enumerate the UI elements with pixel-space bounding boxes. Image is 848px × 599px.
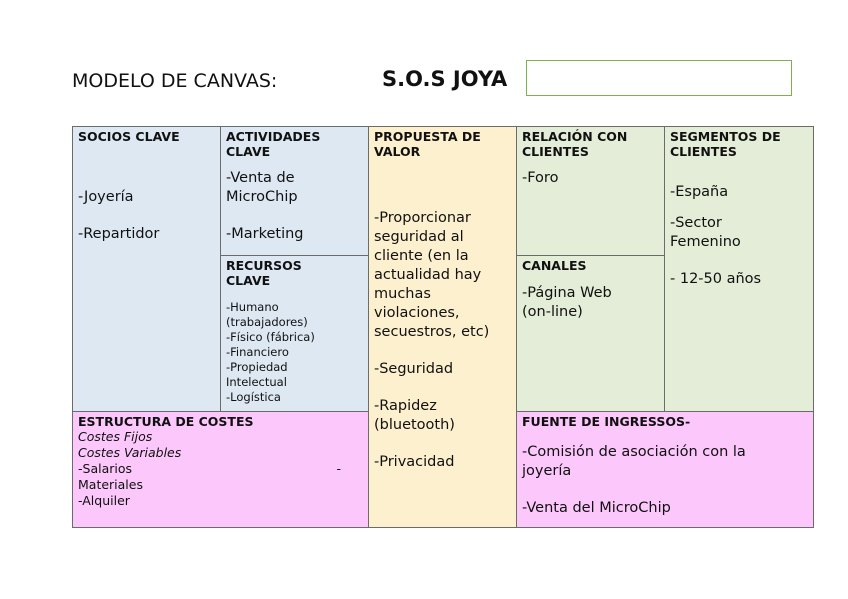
propuesta-line: secuestros, etc) (374, 324, 490, 340)
segmentos-clientes-cell (664, 126, 814, 412)
socios-item: -Joyería (78, 189, 134, 205)
recursos-item: -Financiero (226, 345, 289, 359)
relacion-heading-line2: CLIENTES (522, 144, 589, 159)
recursos-item: Intelectual (226, 375, 287, 389)
propuesta-line: cliente (en la (374, 248, 469, 264)
propuesta-line: -Rapidez (374, 398, 437, 414)
recursos-heading-line2: CLAVE (226, 273, 271, 288)
segmentos-item: - 12-50 años (670, 271, 762, 287)
propuesta-heading-line2: VALOR (374, 144, 421, 159)
actividades-item: -Venta de (226, 170, 295, 186)
propuesta-line: muchas (374, 286, 431, 302)
costes-alquiler: -Alquiler (78, 493, 130, 508)
fuente-heading: FUENTE DE INGRESSOS- (522, 414, 691, 429)
canales-item: (on-line) (522, 304, 583, 320)
recursos-heading-line1: RECURSOS (226, 258, 302, 273)
segmentos-item: -Sector (670, 215, 722, 231)
recursos-item: (trabajadores) (226, 315, 308, 329)
canales-heading: CANALES (522, 258, 587, 273)
actividades-item: MicroChip (226, 189, 298, 205)
brand-input-box[interactable] (526, 60, 792, 96)
socios-clave-cell (72, 126, 221, 412)
recursos-item: -Propiedad (226, 360, 288, 374)
recursos-item: -Logística (226, 390, 281, 404)
costes-salarios: -Salarios (78, 461, 133, 476)
relacion-clientes-cell (516, 126, 665, 256)
brand-name: S.O.S JOYA (382, 67, 508, 91)
estructura-costes-cell (72, 411, 369, 528)
fuente-item: joyería (522, 463, 572, 479)
propuesta-line: -Privacidad (374, 454, 455, 470)
actividades-clave-cell (220, 126, 369, 256)
propuesta-line: (bluetooth) (374, 417, 455, 433)
canales-item: -Página Web (522, 285, 612, 301)
recursos-item: -Humano (226, 300, 279, 314)
propuesta-line: -Proporcionar (374, 210, 471, 226)
relacion-item: -Foro (522, 170, 559, 186)
segmentos-heading-line1: SEGMENTOS DE (670, 129, 781, 144)
socios-item: -Repartidor (78, 226, 160, 242)
propuesta-line: actualidad hay (374, 267, 482, 283)
segmentos-item: Femenino (670, 234, 741, 250)
actividades-heading-line1: ACTIVIDADES (226, 129, 321, 144)
propuesta-line: seguridad al (374, 229, 464, 245)
fuente-item: -Comisión de asociación con la (522, 444, 746, 460)
relacion-heading-line1: RELACIÓN CON (522, 129, 628, 144)
propuesta-valor-cell (368, 126, 517, 528)
costes-dash: - (336, 461, 341, 476)
actividades-item: -Marketing (226, 226, 304, 242)
costes-materiales: Materiales (78, 477, 143, 492)
recursos-clave-cell (220, 255, 369, 412)
page-title: MODELO DE CANVAS: (72, 70, 278, 92)
socios-clave-heading: SOCIOS CLAVE (78, 129, 180, 144)
fuente-ingresos-cell (516, 411, 814, 528)
costes-variables: Costes Variables (78, 445, 182, 460)
fuente-item: -Venta del MicroChip (522, 500, 671, 516)
propuesta-heading-line1: PROPUESTA DE (374, 129, 481, 144)
canales-cell (516, 255, 665, 412)
actividades-heading-line2: CLAVE (226, 144, 271, 159)
estructura-heading: ESTRUCTURA DE COSTES (78, 414, 254, 429)
propuesta-line: -Seguridad (374, 361, 454, 377)
propuesta-line: violaciones, (374, 305, 460, 321)
segmentos-heading-line2: CLIENTES (670, 144, 737, 159)
segmentos-item: -España (670, 184, 729, 200)
recursos-item: -Físico (fábrica) (226, 330, 315, 344)
costes-fijos: Costes Fijos (78, 429, 153, 444)
